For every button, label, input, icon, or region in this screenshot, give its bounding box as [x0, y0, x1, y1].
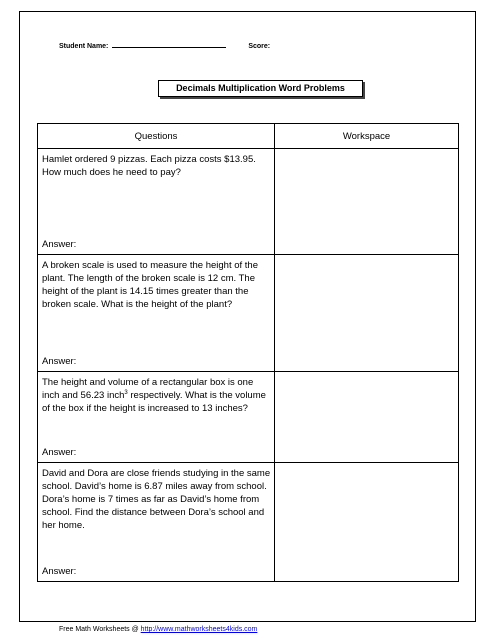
student-name-blank: [112, 40, 226, 48]
question-cell: [38, 149, 275, 255]
question-text-2: A broken scale is used to measure the height of the plant. The length of the broken scale is 12 cm. The height of the plant is 14.15 times greater than the broken scale. What is the height of the plant?: [42, 260, 258, 310]
answer-label: Answer:: [42, 356, 77, 367]
answer-label: Answer:: [42, 566, 77, 577]
cubic-superscript: 3: [124, 389, 128, 396]
answer-label: Answer:: [42, 447, 77, 458]
question-cell: [38, 463, 275, 582]
question-text-1: Hamlet ordered 9 pizzas. Each pizza costs $13.95. How much does he need to pay?: [42, 154, 256, 178]
table-header-row: [38, 124, 459, 149]
question-text-3: [42, 376, 271, 415]
workspace-cell[interactable]: [275, 255, 459, 372]
problems-table: [37, 123, 459, 582]
question-cell: [38, 372, 275, 463]
student-header: [59, 40, 270, 50]
workspace-cell[interactable]: [275, 463, 459, 582]
workspace-cell[interactable]: [275, 149, 459, 255]
questions-header: Questions: [38, 124, 275, 149]
workspace-cell[interactable]: [275, 372, 459, 463]
workspace-header: Workspace: [275, 124, 459, 149]
answer-label: Answer:: [42, 239, 77, 250]
footer-link[interactable]: http://www.mathworksheets4kids.com: [140, 626, 258, 633]
question-text-3-start: The height and volume of a rectangular box is one inch and 56.23 inch: [42, 377, 254, 401]
score-label: Score:: [248, 43, 271, 50]
question-text-3-end: respectively. What is the volume of the box if the height is increased to 13 inches?: [42, 390, 266, 414]
worksheet-title: Decimals Multiplication Word Problems: [158, 80, 363, 97]
table-row: [38, 149, 459, 255]
question-cell: [38, 255, 275, 372]
table-row: [38, 372, 459, 463]
question-text-4: David and Dora are close friends studying in the same school. David’s home is 6.87 miles away from school. Dora’s home is 7 times as far as David’s home from school. Find the distance between Dora’s school and her home.: [42, 468, 271, 531]
footer-label: Free Math Worksheets @: [59, 626, 141, 633]
footer: [59, 626, 257, 633]
student-name-label: Student Name:: [59, 43, 109, 50]
table-row: [38, 255, 459, 372]
table-row: [38, 463, 459, 582]
